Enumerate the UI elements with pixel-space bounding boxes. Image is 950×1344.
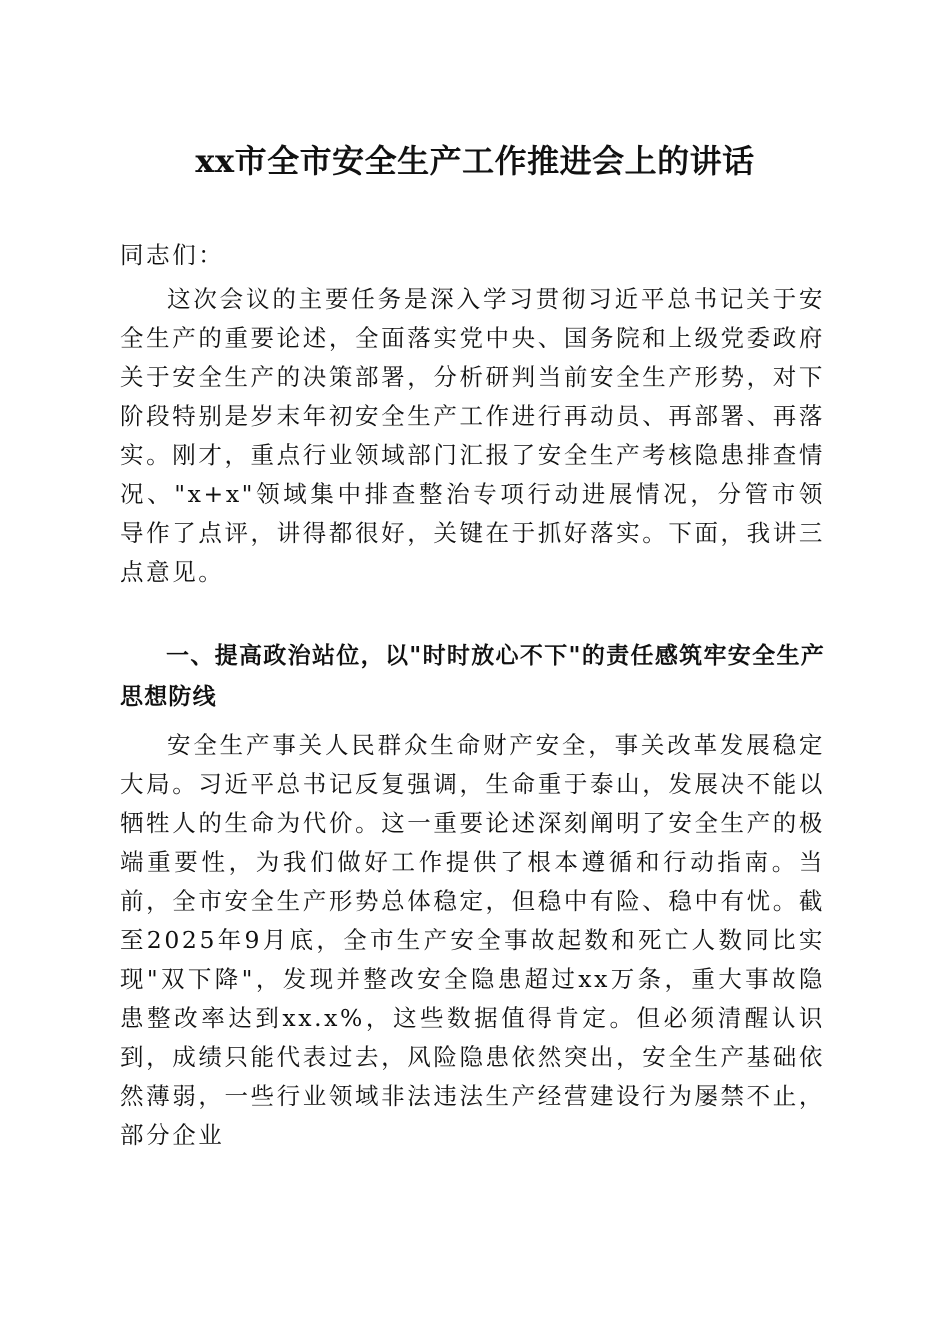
- salutation: 同志们：: [120, 241, 225, 269]
- opening-paragraph: 这次会议的主要任务是深入学习贯彻习近平总书记关于安全生产的重要论述，全面落实党中央、国务院和上级党委政府关于安全生产的决策部署，分析研判当前安全生产形势，对下阶段特别是岁末年初安全生产工作进行再动员、再部署、再落实。刚才，重点行业领域部门汇报了安全生产考核隐患排查情况、"x+x"领域集中排查整治专项行动进展情况，分管市领导作了点评，讲得都很好，关键在于抓好落实。下面，我讲三点意见。: [120, 285, 825, 586]
- section-heading-1: 一、提高政治站位，以"时时放心不下"的责任感筑牢安全生产思想防线: [120, 643, 825, 710]
- section-1-paragraph: 安全生产事关人民群众生命财产安全，事关改革发展稳定大局。习近平总书记反复强调，生命重于泰山，发展决不能以牺牲人的生命为代价。这一重要论述深刻阐明了安全生产的极端重要性，为我们做好工作提供了根本遵循和行动指南。当前，全市安全生产形势总体稳定，但稳中有险、稳中有忧。截至2025年9月底，全市生产安全事故起数和死亡人数同比实现"双下降"，发现并整改安全隐患超过xx万条，重大事故隐患整改率达到xx.x%，这些数据值得肯定。但必须清醒认识到，成绩只能代表过去，风险隐患依然突出，安全生产基础依然薄弱，一些行业领域非法违法生产经营建设行为屡禁不止，部分企业: [120, 731, 825, 1149]
- document-title: xx市全市安全生产工作推进会上的讲话: [195, 142, 755, 180]
